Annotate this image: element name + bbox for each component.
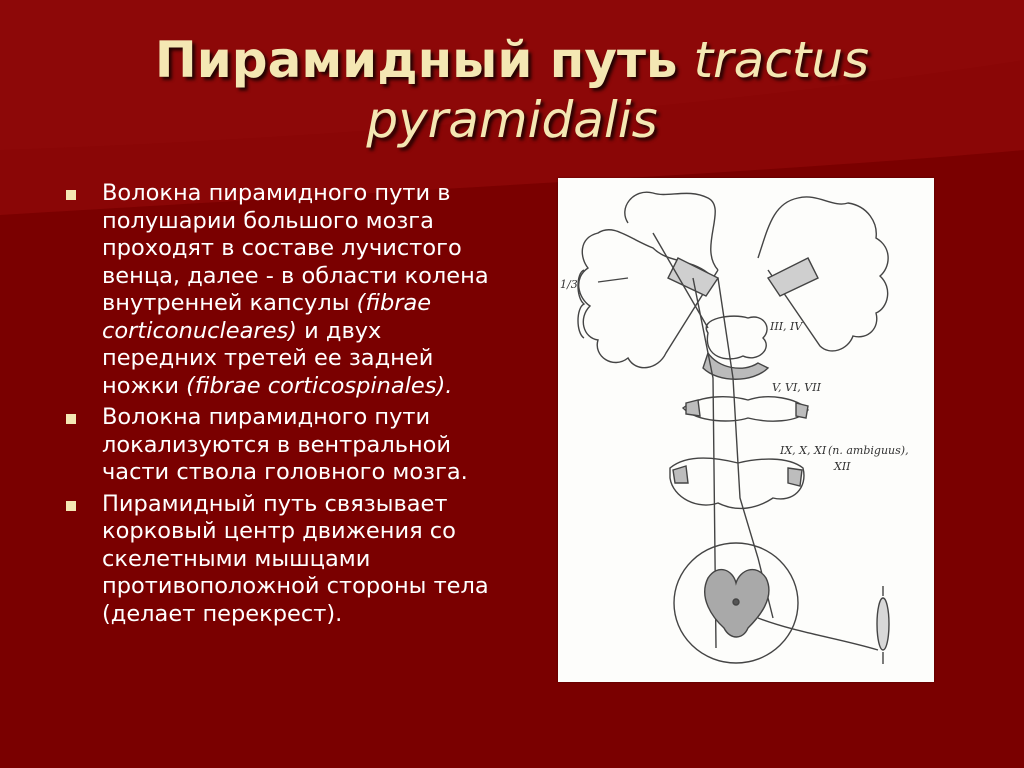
bullet-list [60, 180, 500, 632]
pons [683, 397, 808, 421]
title-russian: Пирамидный путь [154, 31, 678, 89]
bullet-square-icon [66, 190, 76, 200]
bullet-item [60, 180, 500, 400]
label-nucleus-ambiguus: (n. ambiguus), [828, 444, 909, 457]
label-nuclei-3-4: III, IV [770, 320, 803, 333]
diagram-drawing [558, 178, 934, 682]
pyramidal-tract-diagram [558, 178, 934, 682]
bullet-latin-term: (fibrae corticospinales). [186, 372, 453, 399]
bullet-square-icon [66, 501, 76, 511]
muscle [877, 598, 889, 650]
bullet-text: и двух передних третей ее задней ножки [102, 317, 434, 399]
bullet-item [60, 404, 500, 487]
bullet-latin-term: (fibrae corticonucleares) [102, 290, 432, 344]
midbrain [706, 316, 767, 359]
bullet-text: Волокна пирамидного пути локализуются в вентральной части ствола головного мозга. [102, 404, 468, 485]
label-nucleus-12: XII [834, 460, 851, 473]
medulla [670, 458, 804, 508]
bullet-square-icon [66, 414, 76, 424]
label-nuclei-9-10-11: IX, X, XI [780, 444, 827, 457]
title-latin: tractus pyramidalis [366, 31, 870, 149]
bullet-text: Пирамидный путь связывает корковый центр движения со скелетными мышцами противоположной стороны тела (делает перекрест). [102, 490, 489, 627]
label-nuclei-5-6-7: V, VI, VII [772, 381, 821, 394]
bullet-text: Волокна пирамидного пути в полушарии большого мозга проходят в составе лучистого венца, далее - в области колена внутренней капсулы [102, 180, 489, 316]
label-fraction: 1/3 [560, 278, 578, 291]
bullet-item [60, 491, 500, 629]
slide-title [40, 30, 984, 150]
